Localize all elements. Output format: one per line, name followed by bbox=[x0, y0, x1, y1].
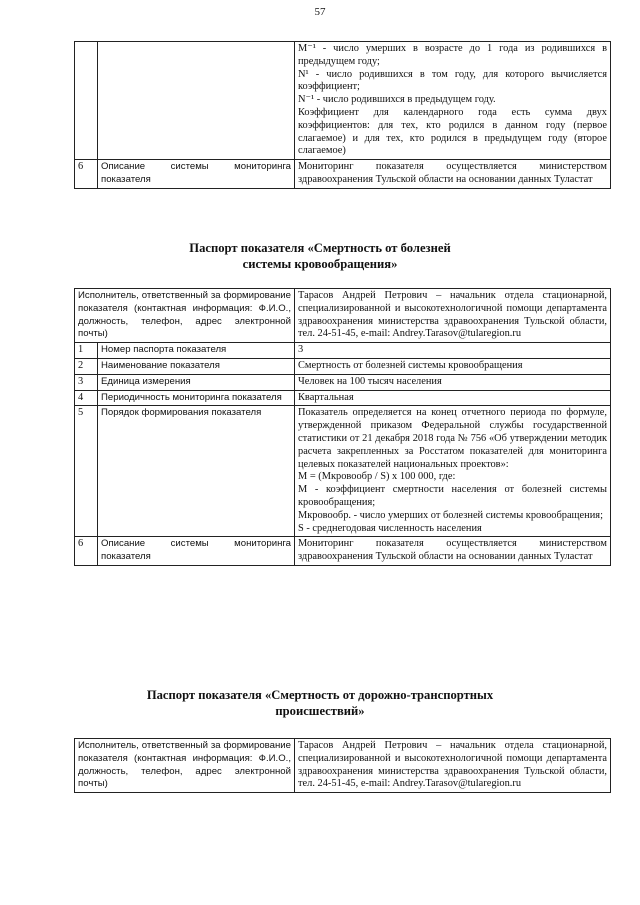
passport-table bbox=[74, 738, 611, 793]
section-title-line: происшествий» bbox=[275, 704, 365, 718]
formula-note: N¹ - число родившихся в том году, для которого вычисляется коэффициент; bbox=[298, 68, 607, 93]
table-row bbox=[75, 42, 611, 160]
formula-note: Коэффициент для календарного года есть сумма двух коэффициентов: для тех, кто родился в данном году (первое слагаемое) и для тех, кто родился в предыдущем году (второе слагаемое) bbox=[298, 106, 607, 157]
method-paragraph: M = (Мкровообр / S) x 100 000, где: bbox=[298, 471, 456, 483]
formula-note: N⁻¹ - число родившихся в предыдущем году. bbox=[298, 94, 496, 106]
table-row bbox=[75, 537, 611, 566]
row-number-cell: 4 bbox=[75, 390, 98, 406]
row-number-cell bbox=[75, 42, 98, 160]
row-label-cell: Единица измерения bbox=[98, 374, 295, 390]
method-paragraph: Мкровообр. - число умерших от болезней системы кровообращения; bbox=[298, 509, 603, 521]
row-value-cell: Мониторинг показателя осуществляется министерством здравоохранения Тульской области на основании данных Туластат bbox=[295, 537, 611, 566]
page-number: 57 bbox=[314, 6, 326, 18]
row-number-cell: 5 bbox=[75, 406, 98, 537]
row-label-cell bbox=[98, 42, 295, 160]
table-row bbox=[75, 374, 611, 390]
row-value-cell bbox=[295, 406, 611, 537]
table-row bbox=[75, 289, 611, 343]
row-value-cell: Квартальная bbox=[295, 390, 611, 406]
row-number-cell: 3 bbox=[75, 374, 98, 390]
row-value-cell: 3 bbox=[295, 343, 611, 359]
row-value-cell bbox=[295, 42, 611, 160]
row-label-cell: Описание системы мониторинга показателя bbox=[98, 537, 295, 566]
section-title bbox=[0, 687, 640, 719]
section-title-line: системы кровообращения» bbox=[242, 257, 398, 271]
table-row bbox=[75, 390, 611, 406]
row-label-cell: Периодичность мониторинга показателя bbox=[98, 390, 295, 406]
table-row bbox=[75, 160, 611, 189]
method-paragraph: S - среднегодовая численность населения bbox=[298, 522, 482, 534]
table-row bbox=[75, 406, 611, 537]
table-row bbox=[75, 739, 611, 793]
row-value-cell: Смертность от болезней системы кровообращения bbox=[295, 358, 611, 374]
formula-note: M⁻¹ - число умерших в возрасте до 1 года из родившихся в предыдущем году; bbox=[298, 43, 607, 67]
top-table bbox=[74, 41, 611, 189]
row-number-cell: 6 bbox=[75, 537, 98, 566]
row-number-cell: 1 bbox=[75, 343, 98, 359]
executor-value-cell: Тарасов Андрей Петрович – начальник отдела стационарной, специализированной и высокотехнологичной помощи департамента здравоохранения министерства здравоохранения Тульской области, тел. 24-51-45, e-mail: Andrey.Tarasov@tularegion.ru bbox=[295, 289, 611, 343]
table-row bbox=[75, 343, 611, 359]
table-row bbox=[75, 358, 611, 374]
section-title bbox=[0, 240, 640, 272]
row-label-cell: Описание системы мониторинга показателя bbox=[98, 160, 295, 189]
row-label-cell: Номер паспорта показателя bbox=[98, 343, 295, 359]
row-label-cell: Наименование показателя bbox=[98, 358, 295, 374]
method-paragraph: M - коэффициент смертности населения от болезней системы кровообращения; bbox=[298, 484, 607, 508]
executor-value-cell: Тарасов Андрей Петрович – начальник отдела стационарной, специализированной и высокотехнологичной помощи департамента здравоохранения министерства здравоохранения Тульской области, тел. 24-51-45, e-mail: Andrey.Tarasov@tularegion.ru bbox=[295, 739, 611, 793]
row-value-cell: Мониторинг показателя осуществляется министерством здравоохранения Тульской области на основании данных Туластат bbox=[295, 160, 611, 189]
row-label-cell: Порядок формирования показателя bbox=[98, 406, 295, 537]
section-title-line: Паспорт показателя «Смертность от дорожно-транспортных bbox=[146, 688, 494, 702]
row-number-cell: 2 bbox=[75, 358, 98, 374]
passport-table bbox=[74, 288, 611, 566]
row-number-cell: 6 bbox=[75, 160, 98, 189]
executor-label-cell: Исполнитель, ответственный за формирование показателя (контактная информация: Ф.И.О., должность, телефон, адрес электронной почты) bbox=[75, 289, 295, 343]
section-title-line: Паспорт показателя «Смертность от болезней bbox=[189, 241, 451, 255]
row-value-cell: Человек на 100 тысяч населения bbox=[295, 374, 611, 390]
executor-label-cell: Исполнитель, ответственный за формирование показателя (контактная информация: Ф.И.О., должность, телефон, адрес электронной почты) bbox=[75, 739, 295, 793]
method-paragraph: Показатель определяется на конец отчетного периода по формуле, утвержденной приказом Федеральной службы государственной статистики от 21 декабря 2018 года № 756 «Об утверждении методик расчета закрепленных за Росстатом показателей для мониторинга целевых показателей национальных проектов»: bbox=[298, 407, 607, 470]
